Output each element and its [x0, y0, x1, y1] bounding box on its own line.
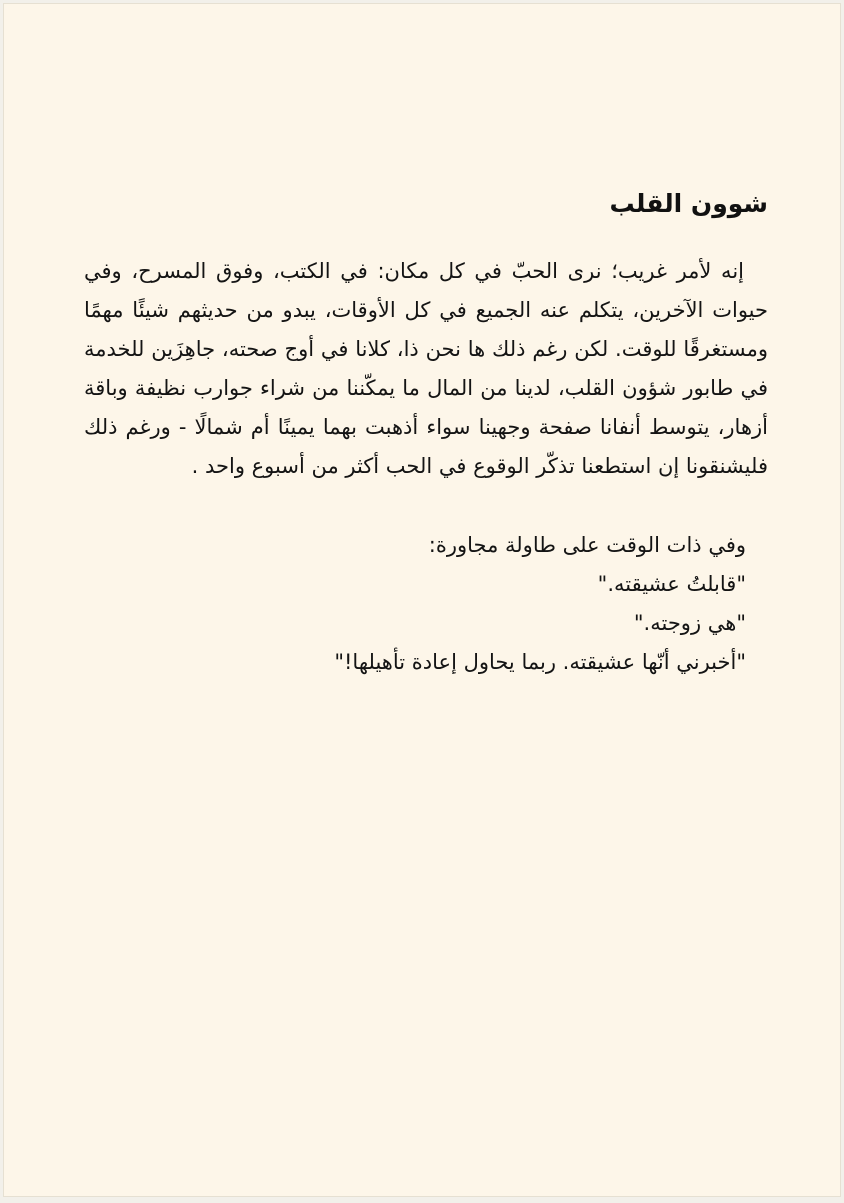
document-page [3, 3, 841, 1197]
dialogue-line: "هي زوجته." [633, 611, 746, 635]
article-title: شوون القلب [609, 189, 768, 218]
dialogue-intro: وفي ذات الوقت على طاولة مجاورة: [428, 533, 746, 557]
dialogue-line: "أخبرني أنّها عشيقته. ربما يحاول إعادة تأهيلها!" [334, 650, 746, 674]
article [84, 184, 768, 682]
dialogue-block [84, 526, 768, 682]
dialogue-line: "قابلتُ عشيقته." [597, 572, 746, 596]
article-paragraph: إنه لأمر غريب؛ نرى الحبّ في كل مكان: في الكتب، وفوق المسرح، وفي حيوات الآخرين، يتكلم عنه الجميع في كل الأوقات، يبدو من حديثهم شيئًا مهمًا ومستغرقًا للوقت. لكن رغم ذلك ها نحن ذا، كلانا في أوج صحته، جاهِزَين للخدمة في طابور شؤون القلب، لدينا من المال ما يمكّننا من شراء جوارب نظيفة وباقة أزهار، يتوسط أنفانا صفحة وجهينا سواء أذهبت بهما يمينًا أم شمالًا - ورغم ذلك فليشنقونا إن استطعنا تذكّر الوقوع في الحب أكثر من أسبوع واحد . [84, 259, 768, 478]
